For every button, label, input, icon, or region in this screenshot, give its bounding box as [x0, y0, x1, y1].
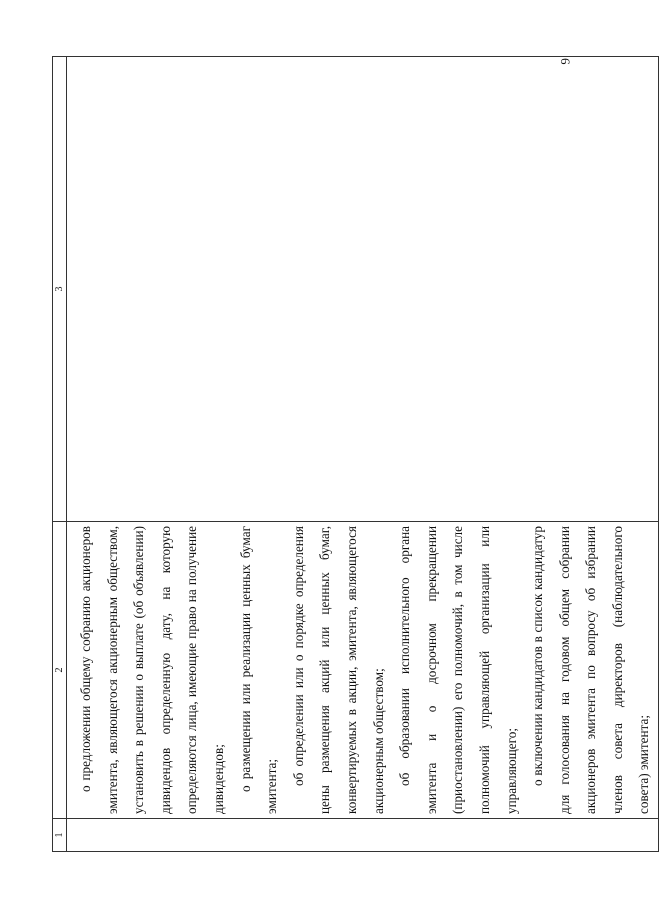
body-col-1	[67, 819, 659, 852]
body-col-3	[67, 57, 659, 522]
page-number: 6	[558, 58, 573, 65]
table-header-row	[53, 57, 67, 852]
paragraph-dividend-date: о предложении общему собранию акционеров эмитента, являющегося акционерным обществом, установить в решении о выплате (об объявлении) дивидендов определенную дату, на которую определяются лица, имеющие право на получение дивидендов;	[78, 526, 226, 814]
rotated-table-container	[52, 57, 652, 852]
paragraph-share-price: об определении или о порядке определения цены размещения акций или ценных бумаг, конвертируемых в акции, эмитента, являющегося акционерным обществом;	[290, 526, 386, 814]
paragraph-board-candidates: о включении кандидатов в список кандидатур для голосования на годовом общем собрании акционеров эмитента по вопросу об избрании членов совета директоров (наблюдательного совета) эмитента;	[530, 526, 652, 814]
header-col-2: 2	[53, 522, 67, 819]
document-table	[52, 56, 659, 852]
header-col-1: 1	[53, 819, 67, 852]
table-body-row	[67, 57, 659, 852]
paragraph-executive-body: об образовании исполнительного органа эмитента и о досрочном прекращении (приостановлении) его полномочий, в том числе полномочий управляющей организации или управляющего;	[397, 526, 519, 814]
paragraph-securities-placement: о размещении или реализации ценных бумаг эмитента;	[237, 526, 280, 814]
column-2-text	[67, 522, 658, 818]
body-col-2	[67, 522, 659, 819]
header-col-3: 3	[53, 57, 67, 522]
